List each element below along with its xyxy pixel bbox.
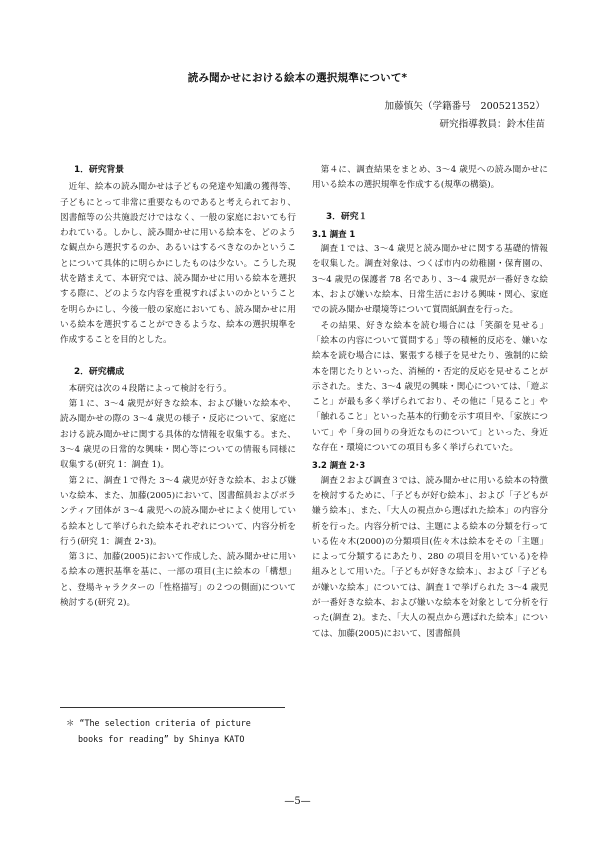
footnote-line-2: books for reading” by Shinya KATO xyxy=(78,734,245,744)
page-number: —5— xyxy=(284,796,311,807)
section-3-1-paragraph-2: その結果、好きな絵本を読む場合には「笑顔を見せる」「絵本の内容について質問する」等の積極的反応を、嫌いな絵本を読む場合には、緊張する様子を見せたり、強制的に絵本を閉じたりといった、消極的・否定的反応を見せることが示された。また、3～4 歳児の興味・関心については、「遊ぶこと」が最も多く挙げられており、その他に「見ること」や「触れること」といった基本的行動を示す項目や、「家族について」や「身の回りの身近なものについて」といった、身近な存在・環境についての項目も多く挙げられていた。 xyxy=(312,320,548,454)
right-column xyxy=(312,163,548,642)
section-2-paragraph-3: 第２に、調査１で得た 3～4 歳児が好きな絵本、および嫌いな絵本、また、加藤(2005)において、図書館員およびボランティア団体が 3～4 歳児への読み聞かせによく使用している絵本として挙げられた絵本それぞれについて、内容分析を行う(研究 1：調査 2･3)。 xyxy=(60,475,296,547)
section-3-1-heading: 3.1 調査 1 xyxy=(312,228,356,239)
section-3-2-paragraph-1: 調査２および調査３では、読み聞かせに用いる絵本の特徴を検討するために、「子どもが好む絵本」、および「子どもが嫌う絵本」、また、「大人の視点から選ばれた絵本」の内容分析を行った。内容分析では、主題による絵本の分類を行っている佐々木(2000)の分類項目(佐々木は絵本をその「主題」によって分類するにあたり、280 の項目を用いている)を枠組みとして用いた。「子どもが好きな絵本」、および「子どもが嫌いな絵本」については、調査１で挙げられた 3～4 歳児が一番好きな絵本、および嫌いな絵本を対象として分析を行った(調査 2)。また、「大人の視点から選ばれた絵本」については、加藤(2005)において、図書館員 xyxy=(312,475,548,639)
section-2-heading: 2．研究構成 xyxy=(74,366,125,377)
footnote-line-1: ＊ “The selection criteria of picture xyxy=(66,718,251,728)
section-3-1-paragraph-1: 調査１では、3～4 歳児と読み聞かせに関する基礎的情報を収集した。調査対象は、つくば市内の幼稚園・保育園の、3～4 歳児の保護者 78 名であり、3～4 歳児が一番好きな絵本、および嫌いな絵本、日常生活における興味・関心、家庭での読み聞かせ環境等について質問紙調査を行った。 xyxy=(312,244,548,316)
author-line: 加藤慎矢（学籍番号 200521352） xyxy=(384,101,545,112)
section-1-heading: 1．研究背景 xyxy=(74,165,125,175)
advisor-line: 研究指導教員：鈴木佳苗 xyxy=(439,119,545,130)
paper-title: 読み聞かせにおける絵本の選択規準について* xyxy=(187,72,408,84)
footnote-divider xyxy=(60,707,285,708)
section-2-paragraph-2: 第１に、3～4 歳児が好きな絵本、および嫌いな絵本や、読み聞かせの際の 3～4 歳児の様子・反応について、家庭における読み聞かせに関する具体的な情報を収集する。また、3～4 歳児の日常的な興味・関心等についての情報も同様に収集する(研究 1：調査 1)。 xyxy=(60,399,296,471)
left-column xyxy=(60,163,296,611)
section-3-heading: 3．研究１ xyxy=(326,211,368,222)
section-2-paragraph-1: 本研究は次の４段階によって検討を行う。 xyxy=(68,383,232,394)
section-1-paragraph-1: 近年、絵本の読み聞かせは子どもの発達や知識の獲得等、子どもにとって非常に重要なものであると考えられており、図書館等の公共施設だけではなく、一般の家庭においても行われている。しかし、読み聞かせに用いる絵本を、どのような観点から選択するのか、あるいはするべきなのかということについて具体的に明らかにしたものは少ない。こうした現状を踏まえて、本研究では、読み聞かせに用いる絵本を選択する際に、どのような内容を重視すればよいのかということを明らかにし、今後一般の家庭においても、読み聞かせに用いる絵本を選択することができるような、絵本の選択規準を作成することを目的とした。 xyxy=(60,182,296,346)
section-2-paragraph-4: 第３に、加藤(2005)において作成した、読み聞かせに用いる絵本の選択基準を基に、一部の項目(主に絵本の「構想」と、登場キャラクターの「性格描写」の２つの側面)について検討する(研究 2)。 xyxy=(60,552,296,609)
section-3-2-heading: 3.2 調査 2･3 xyxy=(312,460,366,471)
section-2-paragraph-5: 第４に、調査結果をまとめ、3～4 歳児への読み聞かせに用いる絵本の選択規準を作成する(規準の構築)。 xyxy=(312,165,548,191)
footnote xyxy=(66,715,294,747)
